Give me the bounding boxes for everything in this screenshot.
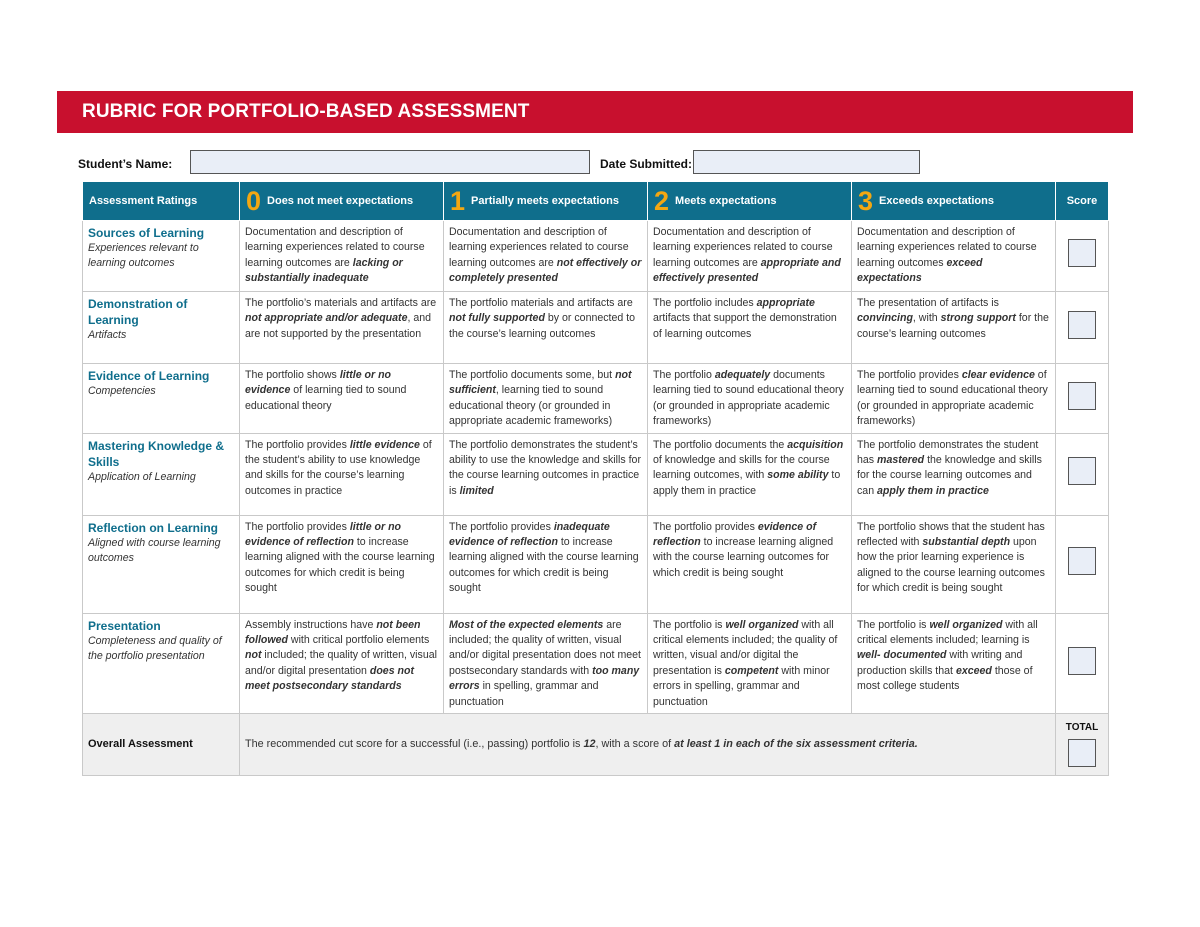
overall-assessment-text: The recommended cut score for a successful (i.e., passing) portfolio is 12, with a score of at least 1 in each of the six assessment criteria. (240, 714, 1056, 776)
criterion-cell: Sources of Learning Experiences relevant to learning outcomes (83, 221, 240, 292)
total-label: TOTAL (1065, 721, 1099, 733)
rating-cell: The presentation of artifacts is convincing, with strong support for the course’s learning outcomes (852, 292, 1056, 364)
score-input[interactable] (1068, 457, 1096, 485)
criterion-row (83, 364, 1109, 434)
overall-assessment-row (83, 714, 1109, 776)
rating-cell: Documentation and description of learning experiences related to course learning outcomes exceed expectations (852, 221, 1056, 292)
score-cell (1056, 292, 1109, 364)
overall-assessment-label: Overall Assessment (83, 714, 240, 776)
total-cell (1056, 714, 1109, 776)
score-cell (1056, 613, 1109, 713)
page-title: RUBRIC FOR PORTFOLIO-BASED ASSESSMENT (82, 101, 530, 122)
criterion-cell: Mastering Knowledge & Skills Application of Learning (83, 433, 240, 515)
rating-cell: The portfolio materials and artifacts are not fully supported by or connected to the course’s learning outcomes (444, 292, 648, 364)
rating-cell: The portfolio is well organized with all critical elements included; learning is well- documented with writing and production skills that exceed those of most college students (852, 613, 1056, 713)
score-input[interactable] (1068, 547, 1096, 575)
rating-cell: The portfolio’s materials and artifacts are not appropriate and/or adequate, and are not supported by the presentation (240, 292, 444, 364)
student-name-input[interactable] (190, 150, 590, 174)
score-input[interactable] (1068, 311, 1096, 339)
score-input[interactable] (1068, 382, 1096, 410)
level-2-header: 2 Meets expectations (648, 182, 852, 221)
rating-cell: Documentation and description of learning experiences related to course learning outcomes are not effectively or completely presented (444, 221, 648, 292)
criterion-row (83, 292, 1109, 364)
rating-cell: The portfolio shows little or no evidence of learning tied to sound educational theory (240, 364, 444, 434)
criterion-cell: Presentation Completeness and quality of the portfolio presentation (83, 613, 240, 713)
student-info-fields (78, 149, 1108, 175)
rubric-table (82, 181, 1109, 776)
score-cell (1056, 364, 1109, 434)
rating-cell: Documentation and description of learning experiences related to course learning outcomes are appropriate and effectively presented (648, 221, 852, 292)
date-submitted-label: Date Submitted: (600, 157, 693, 171)
score-header: Score (1056, 182, 1109, 221)
criterion-row (83, 221, 1109, 292)
rating-cell: The portfolio provides little evidence of the student’s ability to use knowledge and skills for the course’s learning outcomes in practice (240, 433, 444, 515)
level-0-header: 0 Does not meet expectations (240, 182, 444, 221)
rating-cell: The portfolio provides little or no evidence of reflection to increase learning aligned with the course learning outcomes for which credit is being sought (240, 515, 444, 613)
rating-cell: The portfolio provides evidence of reflection to increase learning aligned with the course learning outcomes for which credit is being sought (648, 515, 852, 613)
header-row (83, 182, 1109, 221)
rating-cell: Documentation and description of learning experiences related to course learning outcomes are lacking or substantially inadequate (240, 221, 444, 292)
score-input[interactable] (1068, 647, 1096, 675)
rating-cell: The portfolio adequately documents learning tied to sound educational theory (or grounded in appropriate academic frameworks) (648, 364, 852, 434)
rating-cell: The portfolio demonstrates the student’s ability to use the knowledge and skills for the course learning outcomes in practice is limited (444, 433, 648, 515)
student-name-label: Student’s Name: (78, 157, 173, 171)
assessment-ratings-header: Assessment Ratings (83, 182, 240, 221)
rating-cell: The portfolio documents some, but not sufficient, learning tied to sound educational theory (or grounded in appropriate academic frameworks) (444, 364, 648, 434)
level-1-header: 1 Partially meets expectations (444, 182, 648, 221)
level-3-header: 3 Exceeds expectations (852, 182, 1056, 221)
rating-cell: Assembly instructions have not been followed with critical portfolio elements not included; the quality of written, visual and/or digital presentation does not meet postsecondary standards (240, 613, 444, 713)
score-input[interactable] (1068, 239, 1096, 267)
criterion-row (83, 613, 1109, 713)
rating-cell: The portfolio shows that the student has reflected with substantial depth upon how the prior learning experience is aligned to the course learning outcomes for which credit is being sought (852, 515, 1056, 613)
criterion-cell: Reflection on Learning Aligned with course learning outcomes (83, 515, 240, 613)
rating-cell: The portfolio documents the acquisition of knowledge and skills for the course learning outcomes, with some ability to apply them in practice (648, 433, 852, 515)
score-cell (1056, 433, 1109, 515)
rating-cell: The portfolio demonstrates the student has mastered the knowledge and skills for the course learning outcomes and can apply them in practice (852, 433, 1056, 515)
total-score-input[interactable] (1068, 739, 1096, 767)
rating-cell: The portfolio is well organized with all critical elements included; the quality of written, visual and/or digital the presentation is competent with minor errors in spelling, grammar and punctuation (648, 613, 852, 713)
rating-cell: The portfolio provides inadequate evidence of reflection to increase learning aligned with the course learning outcomes for which credit is being sought (444, 515, 648, 613)
title-banner (57, 91, 1133, 133)
date-submitted-input[interactable] (693, 150, 920, 174)
rating-cell: Most of the expected elements are included; the quality of written, visual and/or digital presentation does not meet postsecondary standards with too many errors in spelling, grammar and punctuation (444, 613, 648, 713)
score-cell (1056, 515, 1109, 613)
rating-cell: The portfolio includes appropriate artifacts that support the demonstration of learning outcomes (648, 292, 852, 364)
criterion-cell: Evidence of Learning Competencies (83, 364, 240, 434)
criterion-cell: Demonstration of Learning Artifacts (83, 292, 240, 364)
score-cell (1056, 221, 1109, 292)
criterion-row (83, 433, 1109, 515)
rating-cell: The portfolio provides clear evidence of learning tied to sound educational theory (or grounded in appropriate academic frameworks) (852, 364, 1056, 434)
criterion-row (83, 515, 1109, 613)
